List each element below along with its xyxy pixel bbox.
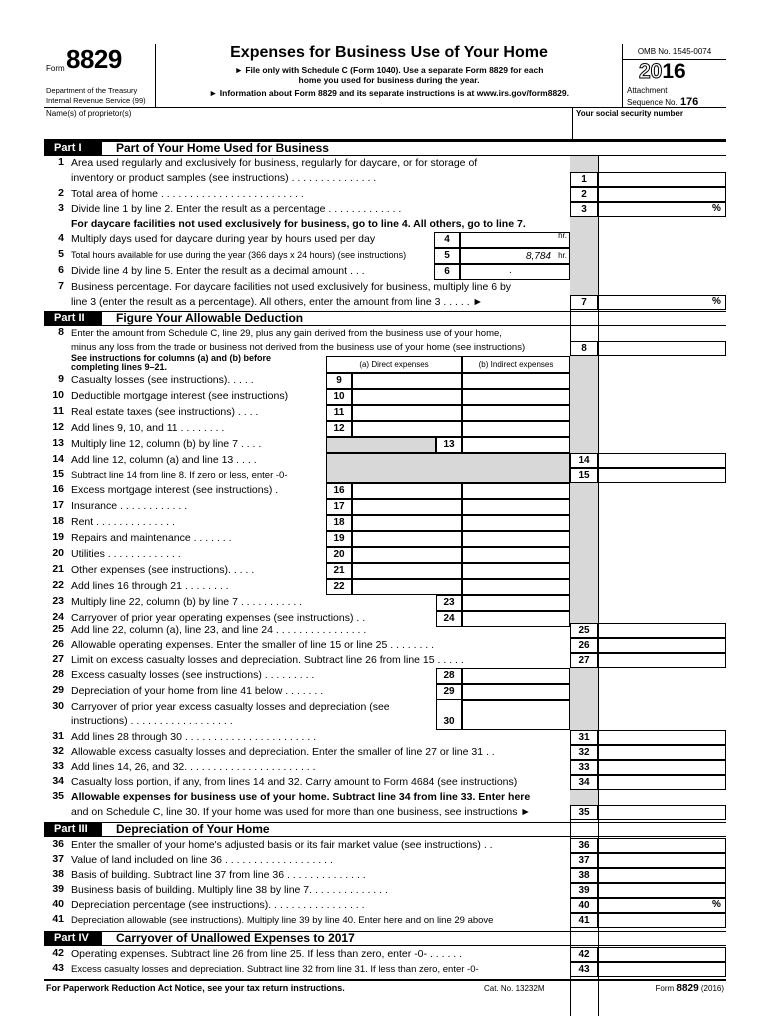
ssn-box [572,108,726,139]
subtitle-3: ► Information about Form 8829 and its separate instructions is at www.irs.gov/form8829. [209,88,569,98]
line-35-text-a: Allowable expenses for business use of your home. Subtract line 34 from line 33. Enter here [71,791,531,803]
line-36 [44,838,726,853]
line-num-box: 15 [570,468,598,483]
line-18-col-a[interactable] [352,515,462,531]
line-6-text: Divide line 4 by line 5. Enter the result as a decimal amount . . . [71,265,365,277]
line-41-text: Depreciation allowable (see instructions). Multiply line 39 by line 40. Enter here and on line 29 above [71,915,494,926]
line-16-text: Excess mortgage interest (see instructions) . [71,484,279,496]
line-37-text: Value of land included on line 36 . . . . . . . . . . . . . . . . . . . [71,854,333,866]
line-40-input[interactable] [598,898,726,913]
see-instructions-2: completing lines 9–21. [71,362,168,372]
line-35-text-b: and on Schedule C, line 30. If your home was used for more than one business, see instructions ► [71,806,531,818]
line-41-input[interactable] [598,913,726,928]
part4-label: Part IV [44,932,102,945]
line-num: 13 [52,437,64,449]
line-15-input[interactable] [598,468,726,483]
see-instructions-1: See instructions for columns (a) and (b) before [71,353,272,363]
line-num-box: 41 [570,913,598,928]
line-num: 7 [58,280,64,292]
line-num: 20 [52,547,64,559]
line-num: 42 [52,947,64,959]
pct-sign: % [712,203,721,214]
line-num: 14 [52,453,64,465]
line-1-num-box: 1 [570,172,598,187]
line-num: 3 [58,202,64,214]
ssn-label: Your social security number [576,109,683,118]
footer-form-number: 8829 [676,983,699,994]
line-15-text: Subtract line 14 from line 8. If zero or less, enter -0- [71,470,288,481]
line-num-box: 19 [326,531,352,547]
part3-label: Part III [44,823,102,836]
line-37-input[interactable] [598,853,726,868]
line-num: 30 [52,700,64,712]
line-19-col-b[interactable] [462,531,570,547]
line-25-text: Add line 22, column (a), line 23, and line 24 . . . . . . . . . . . . . . . . [71,624,367,636]
line-37 [44,853,726,868]
line-num-box: 11 [326,405,352,421]
form-label: Form [46,64,65,73]
decimal-point: . [509,265,512,276]
line-1-input[interactable] [598,172,726,187]
line-39-input[interactable] [598,883,726,898]
line-30-input[interactable] [462,700,570,730]
line-29-input[interactable] [462,684,570,700]
line-num: 39 [52,883,64,895]
line-num-box: 26 [570,638,598,653]
line-num-box: 38 [570,868,598,883]
line-26-input[interactable] [598,638,726,653]
line-21-text: Other expenses (see instructions). . . . . [71,564,255,576]
line-3-text: Divide line 1 by line 2. Enter the result as a percentage . . . . . . . . . . . . . [71,203,402,215]
line-num-box: 9 [326,373,352,389]
line-1-text-b: inventory or product samples (see instructions) . . . . . . . . . . . . . . . [71,172,377,184]
line-19 [44,531,726,547]
line-num: 33 [52,760,64,772]
line-1 [44,156,726,186]
line-32-text: Allowable excess casualty losses and depreciation. Enter the smaller of line 27 or line 31 . . [71,746,495,758]
dept-line1: Department of the Treasury [46,86,138,95]
line-num-box: 40 [570,898,598,913]
line-num-box: 12 [326,421,352,437]
line-num-box: 25 [570,623,598,638]
line-1-text-a: Area used regularly and exclusively for business, regularly for daycare, or for storage of [71,157,478,169]
line-num: 17 [52,499,64,511]
line-12-text: Add lines 9, 10, and 11 . . . . . . . . [71,422,225,434]
line-num: 38 [52,868,64,880]
tax-year [639,60,686,84]
line-num: 27 [52,653,64,665]
line-39-text: Business basis of building. Multiply line 38 by line 7. . . . . . . . . . . . . . [71,884,388,896]
line-30-text-b: instructions) . . . . . . . . . . . . . . . . . . [71,715,233,727]
dept-line2: Internal Revenue Service (99) [46,96,146,105]
line-12-col-b[interactable] [462,421,570,437]
part4-header [44,931,726,946]
form-header [44,44,726,108]
shade [326,437,436,453]
line-num: 23 [52,595,64,607]
line-num: 26 [52,638,64,650]
line-17 [44,499,726,515]
line-33-input[interactable] [598,760,726,775]
line-num: 19 [52,531,64,543]
part2-title: Figure Your Allowable Deduction [116,311,304,325]
part3-header [44,822,726,837]
line-13-col-b[interactable] [462,437,570,453]
line-num: 29 [52,684,64,696]
line-num-box: 33 [570,760,598,775]
line-23-text: Multiply line 22, column (b) by line 7 . . . . . . . . . . . [71,596,303,608]
line-15 [44,468,726,483]
line-43 [44,962,726,977]
line-28-input[interactable] [462,668,570,684]
line-31-input[interactable] [598,730,726,745]
line-9-text: Casualty losses (see instructions). . . . . [71,374,254,386]
line-5-value[interactable] [460,248,570,264]
line-2-text: Total area of home . . . . . . . . . . . . . . . . . . . . . . . . . [71,188,304,200]
line-num-box: 14 [570,453,598,468]
line-25-input[interactable] [598,623,726,638]
line-33 [44,760,726,775]
pct-sign-7: % [712,296,721,307]
line-31 [44,730,726,745]
line-38 [44,868,726,883]
form-number: 8829 [66,44,122,74]
line-30-text-a: Carryover of prior year excess casualty losses and depreciation (see [71,701,390,713]
line-26 [44,638,726,653]
hr-unit: hr. [558,231,567,240]
line-8-input[interactable] [598,341,726,356]
line-19-col-a[interactable] [352,531,462,547]
sequence-text: Sequence No. [627,98,678,107]
line-34-input[interactable] [598,775,726,790]
line-7-num-box: 7 [570,295,598,310]
line-41 [44,913,726,928]
line-8-text-a: Enter the amount from Schedule C, line 29, plus any gain derived from the business use of your home, [71,328,502,339]
line-10-col-a[interactable] [352,389,462,405]
line-17-text: Insurance . . . . . . . . . . . . [71,500,188,512]
line-4-input[interactable] [460,232,570,248]
part2-label: Part II [44,312,102,325]
line-num: 40 [52,898,64,910]
line-num: 37 [52,853,64,865]
col-a-header: (a) Direct expenses [326,356,462,373]
line-num-box: 29 [436,684,462,700]
paperwork-notice: For Paperwork Reduction Act Notice, see your tax return instructions. [46,983,345,993]
line-4 [44,232,726,248]
line-33-text: Add lines 14, 26, and 32. . . . . . . . . . . . . . . . . . . . . . . [71,761,316,773]
daycare-note [44,217,726,232]
line-14 [44,453,726,468]
line-22 [44,579,726,595]
line-42-input[interactable] [598,947,726,962]
line-13-text: Multiply line 12, column (b) by line 7 . . . . [71,438,262,450]
line-10-text: Deductible mortgage interest (see instructions) [71,390,289,402]
line-23-input[interactable] [462,595,570,611]
line-8-text-b: minus any loss from the trade or business not derived from the business use of your home (see instructions) [71,342,526,353]
name-ssn-row [44,108,726,141]
line-num-box: 28 [436,668,462,684]
line-12-col-a[interactable] [352,421,462,437]
footer-form-year: (2016) [700,984,724,993]
subtitle-1: ► File only with Schedule C (Form 1040). Use a separate Form 8829 for each [234,65,544,75]
line-38-text: Basis of building. Subtract line 37 from line 36 . . . . . . . . . . . . . . [71,869,366,881]
line-num-box: 13 [436,437,462,453]
line-9-col-a[interactable] [352,373,462,389]
line-num: 10 [52,389,64,401]
line-42 [44,947,726,962]
line-num-box: 37 [570,853,598,868]
attachment-label: Attachment [627,86,668,95]
line-9 [44,373,726,389]
form-id-block [44,44,156,108]
footer-form-prefix: Form [655,984,675,993]
line-32 [44,745,726,760]
line-7-text-b: line 3 (enter the result as a percentage). All others, enter the amount from line 3 . . . . . ► [71,296,483,308]
line-20-col-a[interactable] [352,547,462,563]
line-20 [44,547,726,563]
line-num-box: 23 [436,595,462,611]
line-18 [44,515,726,531]
hours-total: 8,784 [525,251,551,262]
line-num: 31 [52,730,64,742]
line-2-input[interactable] [598,187,726,202]
line-num: 15 [52,468,64,480]
line-27-input[interactable] [598,653,726,668]
line-23 [44,595,726,611]
line-num: 21 [52,563,64,575]
year-outline: 20 [639,60,663,83]
names-label: Name(s) of proprietor(s) [46,109,132,118]
omb-block [622,44,726,108]
line-18-col-b[interactable] [462,515,570,531]
line-num: 41 [52,913,64,925]
line-40 [44,898,726,913]
line-2-num-box: 2 [570,187,598,202]
shade [570,790,598,805]
line-5-text: Total hours available for use during the year (366 days x 24 hours) (see instructions) [71,250,407,260]
line-21 [44,563,726,579]
line-num-box: 39 [570,883,598,898]
line-8 [44,326,726,356]
line-14-text: Add line 12, column (a) and line 13 . . . . [71,454,257,466]
line-30 [44,700,726,730]
line-5-num-box: 5 [434,248,460,264]
line-32-input[interactable] [598,745,726,760]
line-19-text: Repairs and maintenance . . . . . . . [71,532,232,544]
line-num: 34 [52,775,64,787]
line-36-input[interactable] [598,838,726,853]
line-43-input[interactable] [598,962,726,977]
line-num-box: 16 [326,483,352,499]
col-b-header: (b) Indirect expenses [462,356,570,373]
line-21-col-b[interactable] [462,563,570,579]
part2-header [44,311,726,326]
line-11-text: Real estate taxes (see instructions) . . . . [71,406,259,418]
sequence-number: 176 [679,96,699,108]
line-34-text: Casualty loss portion, if any, from lines 14 and 32. Carry amount to Form 4684 (see instructions) [71,776,518,788]
line-num: 11 [52,405,64,417]
sequence-label [627,96,698,108]
part3-title: Depreciation of Your Home [116,822,270,836]
line-12 [44,421,726,437]
line-17-col-a[interactable] [352,499,462,515]
line-8-num-box: 8 [570,341,598,356]
line-3 [44,202,726,217]
subtitle-2: home you used for business during the year. [298,75,480,85]
line-27-text: Limit on excess casualty losses and depreciation. Subtract line 26 from line 15 . . . . . [71,654,464,666]
line-3-input[interactable] [598,202,726,217]
line-11-col-b[interactable] [462,405,570,421]
line-6-num-box: 6 [434,264,460,280]
line-13 [44,437,726,453]
line-29-text: Depreciation of your home from line 41 below . . . . . . . [71,685,324,697]
line-num-box: 42 [570,947,598,962]
line-3-num-box: 3 [570,202,598,217]
daycare-text: For daycare facilities not used exclusively for business, go to line 4. All others, go to line 7. [71,218,526,230]
line-27 [44,653,726,668]
line-40-text: Depreciation percentage (see instructions). . . . . . . . . . . . . . . . . [71,899,365,911]
line-num-box: 17 [326,499,352,515]
line-42-text: Operating expenses. Subtract line 26 from line 25. If less than zero, enter -0- . . . . . . [71,948,463,960]
year-bold: 16 [662,60,686,83]
line-num: 18 [52,515,64,527]
line-26-text: Allowable operating expenses. Enter the smaller of line 15 or line 25 . . . . . . . . [71,639,435,651]
line-16-col-a[interactable] [352,483,462,499]
line-num-box: 22 [326,579,352,595]
line-38-input[interactable] [598,868,726,883]
line-9-col-b[interactable] [462,373,570,389]
line-7-text-a: Business percentage. For daycare facilities not used exclusively for business, multiply line 6 by [71,281,512,293]
line-31-text: Add lines 28 through 30 . . . . . . . . . . . . . . . . . . . . . . . [71,731,317,743]
line-7 [44,280,726,310]
line-24-text: Carryover of prior year operating expenses (see instructions) . . [71,612,366,624]
line-14-input[interactable] [598,453,726,468]
line-num-box: 20 [326,547,352,563]
line-22-col-b[interactable] [462,579,570,595]
form-title: Expenses for Business Use of Your Home [230,44,548,61]
line-num-box: 36 [570,838,598,853]
line-10-col-b[interactable] [462,389,570,405]
line-num: 2 [58,187,64,199]
line-num-box: 24 [436,611,462,627]
line-35 [44,790,726,820]
line-29 [44,684,726,700]
line-43-text: Excess casualty losses and depreciation. Subtract line 32 from line 31. If less than zero, enter -0- [71,964,479,975]
line-11 [44,405,726,421]
line-num-box: 18 [326,515,352,531]
line-num-box: 32 [570,745,598,760]
line-num: 24 [52,611,64,623]
line-num: 36 [52,838,64,850]
line-num: 32 [52,745,64,757]
line-num: 6 [58,264,64,276]
line-num-box: 34 [570,775,598,790]
line-17-col-b[interactable] [462,499,570,515]
line-num: 25 [52,623,64,635]
line-num: 9 [58,373,64,385]
line-5 [44,248,726,264]
title-block [156,44,622,108]
line-4-num-box: 4 [434,232,460,248]
line-22-text: Add lines 16 through 21 . . . . . . . . [71,580,229,592]
line-num: 16 [52,483,64,495]
cat-number: Cat. No. 13232M [484,984,545,993]
line-num: 35 [52,790,64,802]
line-num: 12 [52,421,64,433]
line-num: 5 [58,248,64,260]
line-2 [44,187,726,202]
line-10 [44,389,726,405]
line-num-box: 30 [436,700,462,730]
line-22-col-a[interactable] [352,579,462,595]
hr-unit-5: hr. [558,251,567,260]
line-28-text: Excess casualty losses (see instructions) . . . . . . . . . [71,669,315,681]
line-num: 1 [58,156,64,168]
line-6-input[interactable] [460,264,570,280]
line-num-box: 10 [326,389,352,405]
footer [44,979,726,995]
part1-header [44,141,726,156]
line-16 [44,483,726,499]
line-34 [44,775,726,790]
part1-title: Part of Your Home Used for Business [116,141,329,155]
line-25 [44,623,726,638]
names-input[interactable] [44,120,570,139]
part1-label: Part I [44,142,102,155]
line-16-col-b[interactable] [462,483,570,499]
part4-title: Carryover of Unallowed Expenses to 2017 [116,931,355,945]
line-4-text: Multiply days used for daycare during year by hours used per day [71,233,376,245]
line-28 [44,668,726,684]
line-num-box: 43 [570,962,598,977]
line-20-text: Utilities . . . . . . . . . . . . . [71,548,181,560]
line-20-col-b[interactable] [462,547,570,563]
line-21-col-a[interactable] [352,563,462,579]
line-7-input[interactable] [598,295,726,310]
line-11-col-a[interactable] [352,405,462,421]
omb-number: OMB No. 1545-0074 [623,44,726,60]
line-6 [44,264,726,280]
column-headers [44,353,726,373]
line-18-text: Rent . . . . . . . . . . . . . . [71,516,175,528]
footer-form-id [655,983,724,994]
line-39 [44,883,726,898]
line-num: 43 [52,962,64,974]
line-num-box: 35 [570,805,598,820]
line-num: 4 [58,232,64,244]
shade [570,356,598,373]
shade [570,156,598,172]
line-num-box: 21 [326,563,352,579]
line-35-input[interactable] [598,805,726,820]
line-num: 22 [52,579,64,591]
line-num-box: 31 [570,730,598,745]
line-36-text: Enter the smaller of your home's adjusted basis or its fair market value (see instructions) . . [71,839,493,851]
line-num-box: 27 [570,653,598,668]
line-num: 28 [52,668,64,680]
line-num: 8 [58,326,64,338]
pct-sign-40: % [712,899,721,910]
